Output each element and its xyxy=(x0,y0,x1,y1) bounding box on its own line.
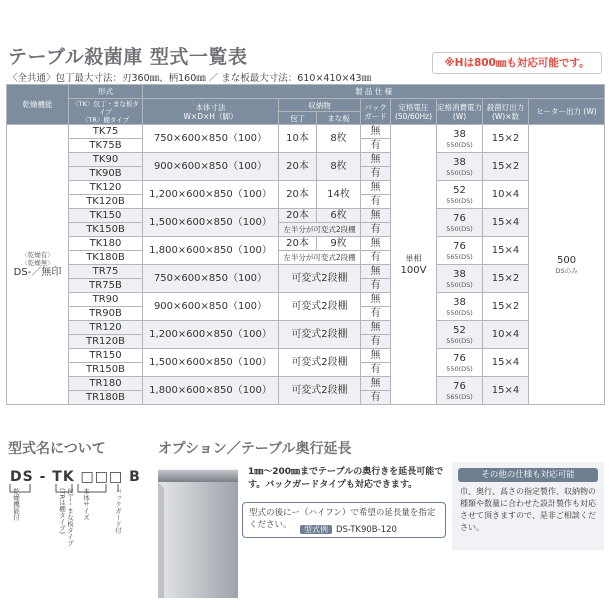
lamp-value: 15×2 xyxy=(483,125,529,153)
table-row xyxy=(7,377,605,391)
storage-knife: 20本 xyxy=(279,237,317,251)
header-knife: 包丁 xyxy=(279,112,317,125)
option-example-label: 型式例 xyxy=(300,525,332,534)
table-row xyxy=(7,265,605,279)
lamp-value: 10×4 xyxy=(483,181,529,209)
header-type-variants: 〈TK〉包丁・まな板タイプ 〈TR〉棚タイプ xyxy=(69,99,143,125)
option-description: 1㎜～200㎜までテーブルの奥行きを延長可能です。バックガードタイプも対応できます。 xyxy=(248,467,444,490)
table-row xyxy=(7,237,605,251)
header-spec: 製 品 仕 様 xyxy=(143,85,605,99)
power-value: 52 550(DS) xyxy=(437,321,483,349)
header-backguard: バック ガード xyxy=(361,99,391,125)
model-name: TK120 xyxy=(69,181,143,195)
storage-knife: 20本 xyxy=(279,153,317,181)
storage-shelf: 可変式2段棚 xyxy=(279,293,361,321)
model-name: TK90 xyxy=(69,153,143,167)
table-row xyxy=(7,153,605,167)
lamp-value: 15×2 xyxy=(483,153,529,181)
backguard-value: 無 xyxy=(361,153,391,167)
body-size: 900×600×850（100） xyxy=(143,293,279,321)
backguard-value: 有 xyxy=(361,223,391,237)
code-label-type: 包丁・まな板タイプ (TRは棚タイプ) xyxy=(58,488,74,547)
body-size: 1,500×600×850（100） xyxy=(143,209,279,237)
backguard-value: 有 xyxy=(361,195,391,209)
table-row xyxy=(7,125,605,139)
backguard-value: 有 xyxy=(361,251,391,265)
spec-table xyxy=(6,84,605,405)
backguard-value: 無 xyxy=(361,181,391,195)
header-size: 本体寸法 W×D×H（脚） xyxy=(143,99,279,125)
power-value: 38 550(DS) xyxy=(437,265,483,293)
power-value: 76 565(DS) xyxy=(437,377,483,405)
body-size: 1,200×600×850（100） xyxy=(143,321,279,349)
backguard-value: 無 xyxy=(361,209,391,223)
common-spec-note: 〈全共通〉包丁最大寸法：刃360㎜、柄160㎜ ／ まな板最大寸法：610×410×43㎜ xyxy=(8,73,372,84)
header-lamp: 殺菌灯出力 (W)×数 xyxy=(483,99,529,125)
table-row xyxy=(7,181,605,195)
storage-shelf: 可変式2段棚 xyxy=(279,377,361,405)
model-name: TK120B xyxy=(69,195,143,209)
dry-function-cell: 〈乾燥有〉 〈乾燥無〉 DS-／無印 xyxy=(7,125,69,405)
backguard-value: 無 xyxy=(361,293,391,307)
table-row xyxy=(7,321,605,335)
model-name: TK75 xyxy=(69,125,143,139)
storage-knife: 20本 xyxy=(279,209,317,223)
table-extension-illustration xyxy=(158,462,238,598)
model-name: TK150B xyxy=(69,223,143,237)
model-name: TR75 xyxy=(69,265,143,279)
lamp-value: 15×4 xyxy=(483,237,529,265)
storage-board: 8枚 xyxy=(317,153,361,181)
model-name: TR90B xyxy=(69,307,143,321)
power-value: 38 550(DS) xyxy=(437,125,483,153)
model-name: TR150B xyxy=(69,363,143,377)
table-row xyxy=(7,293,605,307)
option-example-value: DS-TK90B-120 xyxy=(336,525,397,535)
backguard-value: 有 xyxy=(361,335,391,349)
option-example xyxy=(300,524,397,538)
model-name: TR75B xyxy=(69,279,143,293)
header-dry: 乾燥機能 xyxy=(7,85,69,125)
backguard-value: 無 xyxy=(361,237,391,251)
storage-board: 14枚 xyxy=(317,181,361,209)
backguard-value: 無 xyxy=(361,377,391,391)
height-note: ※Hは800㎜も対応可能です。 xyxy=(432,52,602,74)
header-board: まな板 xyxy=(317,112,361,125)
lamp-value: 15×2 xyxy=(483,293,529,321)
header-voltage: 定格電圧 (50/60Hz) xyxy=(391,99,437,125)
model-code-labels xyxy=(6,488,141,548)
option-section-title: オプション／テーブル奥行延長 xyxy=(158,441,352,457)
power-value: 38 550(DS) xyxy=(437,153,483,181)
voltage-cell: 単相 100V xyxy=(391,125,437,405)
model-name: TK150 xyxy=(69,209,143,223)
backguard-value: 無 xyxy=(361,265,391,279)
model-code-brackets xyxy=(6,484,146,496)
body-size: 1,200×600×850（100） xyxy=(143,181,279,209)
body-size: 1,800×600×850（100） xyxy=(143,237,279,265)
model-name: TR150 xyxy=(69,349,143,363)
option-instruction: 型式の後にー（ハイフン）で希望の延長量を指定ください。 xyxy=(249,508,436,530)
body-size: 900×600×850（100） xyxy=(143,153,279,181)
other-spec-box xyxy=(452,462,604,550)
body-size: 1,800×600×850（100） xyxy=(143,377,279,405)
storage-shelf: 可変式2段棚 xyxy=(279,265,361,293)
lamp-value: 15×4 xyxy=(483,377,529,405)
storage-note: 左半分が可変式2段棚 xyxy=(279,223,361,237)
backguard-value: 無 xyxy=(361,321,391,335)
storage-board: 6枚 xyxy=(317,209,361,223)
model-name: TR180B xyxy=(69,391,143,405)
storage-board: 9枚 xyxy=(317,237,361,251)
header-storage: 収納物 xyxy=(279,99,361,112)
storage-shelf: 可変式2段棚 xyxy=(279,349,361,377)
storage-knife: 10本 xyxy=(279,125,317,153)
header-heater: ヒーター出力 (W) xyxy=(529,99,605,125)
backguard-value: 有 xyxy=(361,139,391,153)
backguard-value: 有 xyxy=(361,391,391,405)
model-name: TK75B xyxy=(69,139,143,153)
backguard-value: 有 xyxy=(361,167,391,181)
header-power: 定格消費電力 (W) xyxy=(437,99,483,125)
power-value: 76 550(DS) xyxy=(437,209,483,237)
model-section-title: 型式名について xyxy=(8,441,106,457)
power-value: 76 550(DS) xyxy=(437,349,483,377)
backguard-value: 無 xyxy=(361,349,391,363)
table-row xyxy=(7,349,605,363)
model-code: DS - TK □□□ B xyxy=(10,469,141,485)
body-size: 750×600×850（100） xyxy=(143,265,279,293)
power-value: 38 550(DS) xyxy=(437,293,483,321)
other-spec-text: 巾、奥行、高さの指定製作、収納物の種類や数量に合わせた設計製作も対応させて頂きますので、是非ご相談ください。 xyxy=(460,487,596,532)
storage-shelf: 可変式2段棚 xyxy=(279,321,361,349)
power-value: 76 565(DS) xyxy=(437,237,483,265)
power-value: 52 550(DS) xyxy=(437,181,483,209)
table-row xyxy=(7,209,605,223)
page-title: テーブル殺菌庫 型式一覧表 xyxy=(8,46,248,68)
body-size: 1,500×600×850（100） xyxy=(143,349,279,377)
model-name: TK180B xyxy=(69,251,143,265)
storage-note: 左半分が可変式2段棚 xyxy=(279,251,361,265)
other-spec-title: その他の仕様も対応可能 xyxy=(458,468,598,482)
code-label-size: 本体サイズ xyxy=(82,488,90,521)
model-name: TR180 xyxy=(69,377,143,391)
model-name: TR90 xyxy=(69,293,143,307)
model-name: TK180 xyxy=(69,237,143,251)
backguard-value: 有 xyxy=(361,363,391,377)
heater-cell: 500 DSのみ xyxy=(529,125,605,405)
storage-board: 8枚 xyxy=(317,125,361,153)
body-size: 750×600×850（100） xyxy=(143,125,279,153)
code-label-dry: 乾燥機能付 xyxy=(12,488,20,521)
code-label-backguard: バックガード付 xyxy=(114,488,122,534)
lamp-value: 15×4 xyxy=(483,209,529,237)
backguard-value: 無 xyxy=(361,125,391,139)
model-name: TK90B xyxy=(69,167,143,181)
header-type: 形式 xyxy=(69,85,143,99)
model-name: TR120B xyxy=(69,335,143,349)
lamp-value: 10×4 xyxy=(483,321,529,349)
lamp-value: 15×4 xyxy=(483,349,529,377)
backguard-value: 有 xyxy=(361,279,391,293)
lamp-value: 15×2 xyxy=(483,265,529,293)
model-name: TR120 xyxy=(69,321,143,335)
storage-knife: 20本 xyxy=(279,181,317,209)
backguard-value: 有 xyxy=(361,307,391,321)
